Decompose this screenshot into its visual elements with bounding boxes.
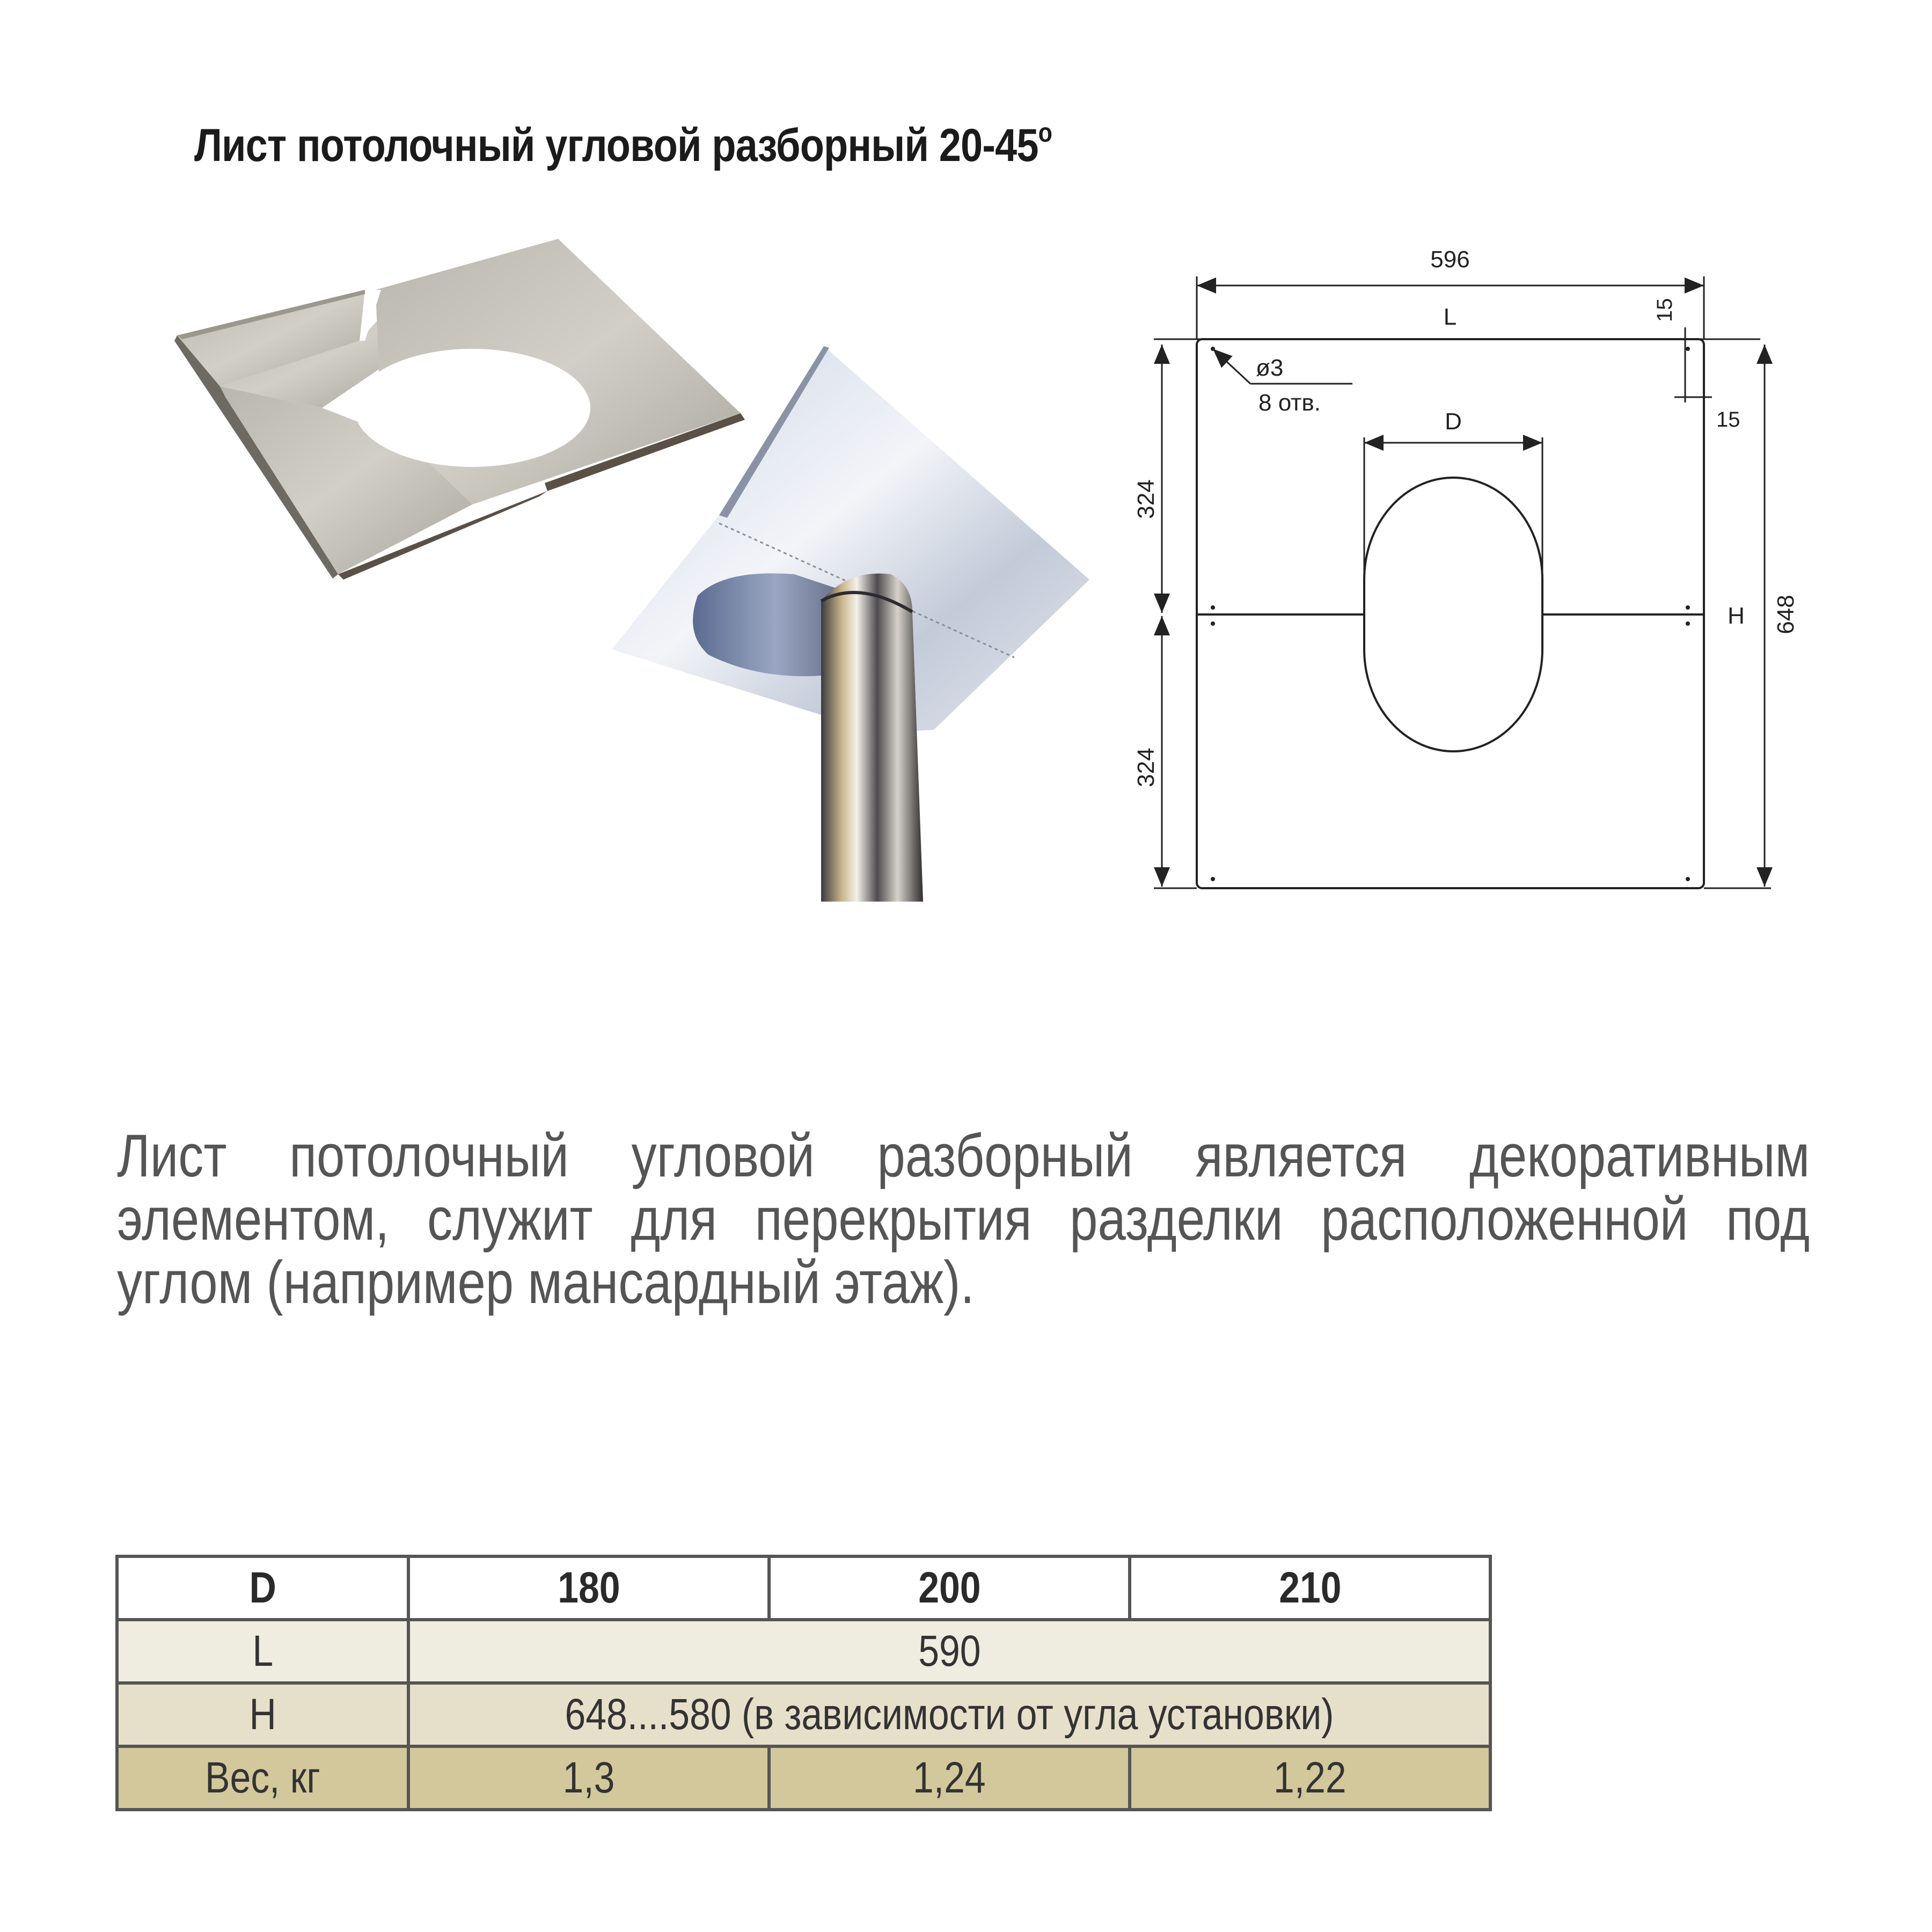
row-weight-label: Вес, кг bbox=[117, 1746, 408, 1810]
hole-note-diameter: ø3 bbox=[1256, 355, 1284, 381]
row-weight-200: 1,24 bbox=[769, 1746, 1130, 1810]
row-weight-210: 1,22 bbox=[1130, 1746, 1490, 1810]
dim-height-upper: 324 bbox=[1133, 479, 1159, 519]
table-row-h bbox=[117, 1683, 1490, 1746]
dim-width-total: 596 bbox=[1430, 246, 1470, 273]
row-h-label: H bbox=[117, 1683, 408, 1746]
title-text: Лист потолочный угловой разборный 20-45 bbox=[194, 120, 1038, 171]
degree-mark: о bbox=[1038, 118, 1052, 148]
row-h-value: 648....580 (в зависимости от угла установки) bbox=[408, 1683, 1490, 1746]
dim-height-label: H bbox=[1728, 603, 1745, 629]
dim-offset-right: 15 bbox=[1716, 408, 1740, 431]
technical-drawing bbox=[1116, 225, 1835, 912]
dim-width-label: L bbox=[1443, 304, 1457, 330]
row-weight-180: 1,3 bbox=[408, 1746, 769, 1810]
header-d-210: 210 bbox=[1130, 1556, 1490, 1620]
oval-opening bbox=[1364, 478, 1542, 751]
dim-diameter-label: D bbox=[1445, 408, 1462, 435]
split-plate-image bbox=[174, 239, 745, 580]
row-l-value: 590 bbox=[408, 1620, 1490, 1683]
product-photo bbox=[161, 225, 1116, 902]
page-title bbox=[194, 119, 1052, 172]
header-d-200: 200 bbox=[769, 1556, 1130, 1620]
header-label: D bbox=[117, 1556, 408, 1620]
product-description: Лист потолочный угловой разборный является декоративным элементом, служит для перекрытия разделки расположенной под углом (например мансардный этаж). bbox=[117, 1122, 1810, 1316]
hole-note-count: 8 отв. bbox=[1258, 390, 1321, 416]
header-d-180: 180 bbox=[408, 1556, 769, 1620]
table-row-weight bbox=[117, 1746, 1490, 1810]
table-row-l bbox=[117, 1620, 1490, 1683]
table-row-header bbox=[117, 1556, 1490, 1620]
dim-height-lower: 324 bbox=[1133, 748, 1159, 787]
spec-table bbox=[115, 1555, 1492, 1811]
row-l-label: L bbox=[117, 1620, 408, 1683]
dim-height-total: 648 bbox=[1773, 595, 1799, 634]
dim-offset-top: 15 bbox=[1653, 298, 1677, 322]
